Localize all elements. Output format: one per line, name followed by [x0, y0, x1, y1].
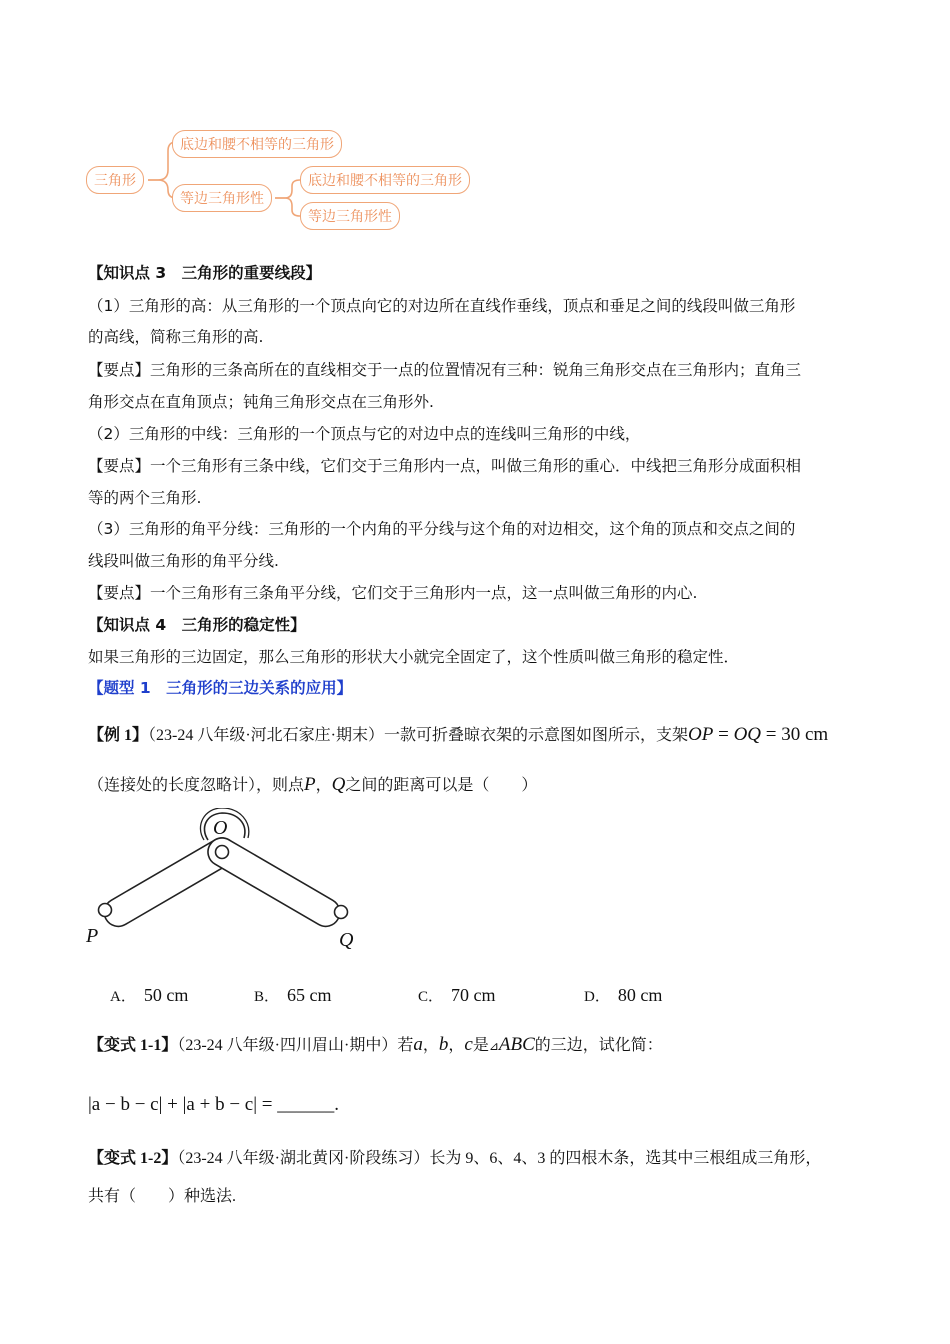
paragraph-line: 等的两个三角形. — [88, 489, 202, 507]
variant-1-1-line-1 — [88, 1032, 663, 1056]
example-1-line-2 — [88, 772, 537, 796]
variant-text: （23-24 八年级·四川眉山·期中）若 — [177, 1037, 414, 1054]
option-c[interactable]: C． 70 cm — [418, 985, 496, 1005]
question-type-heading: 【题型 1 三角形的三边关系的应用】 — [88, 679, 353, 697]
variant-1-2-line-2: 共有（ ）种选法. — [88, 1188, 237, 1205]
example-1-line-1 — [88, 722, 828, 746]
triangle-symbol: ⊿ — [488, 1039, 499, 1053]
paragraph-line: （2）三角形的中线：三角形的一个顶点与它的对边中点的连线叫三角形的中线， — [88, 425, 641, 443]
point-p: P — [304, 774, 316, 795]
section-heading: 【知识点 4 三角形的稳定性】 — [88, 616, 306, 634]
paragraph-line: （3）三角形的角平分线：三角形的一个内角的平分线与这个角的对边相交，这个角的顶点和交点之间的 — [88, 520, 796, 538]
triangle-abc: ABC — [498, 1034, 535, 1055]
section-heading: 【知识点 3 三角形的重要线段】 — [88, 264, 322, 282]
paragraph-line: 的高线，简称三角形的高. — [88, 328, 264, 346]
option-d[interactable]: D． 80 cm — [584, 985, 663, 1005]
mindmap-node: 等边三角形性 — [300, 202, 400, 230]
variant-text: （23-24 八年级·湖北黄冈·阶段练习）长为 9、6、4、3 的四根木条，选其中三根组成三角形， — [177, 1150, 822, 1167]
paragraph-line: 【要点】一个三角形有三条角平分线，它们交于三角形内一点，这一点叫做三角形的内心. — [88, 584, 698, 602]
paragraph-line: 【要点】三角形的三条高所在的直线相交于一点的位置情况有三种：锐角三角形交点在三角形内；直角三 — [88, 361, 802, 379]
variant-1-1-expression: |a − b − c| + |a + b − c| = ______. — [88, 1094, 339, 1115]
label-p: P — [86, 925, 99, 947]
paragraph-line: （1）三角形的高：从三角形的一个顶点向它的对边所在直线作垂线，顶点和垂足之间的线段叫做三角形 — [88, 297, 796, 315]
label-q: Q — [339, 929, 354, 951]
paragraph-line: 角形交点在直角顶点；钝角三角形交点在三角形外. — [88, 393, 434, 411]
mindmap-node: 底边和腰不相等的三角形 — [300, 166, 470, 194]
formula-op: OP — [688, 724, 714, 745]
variant-tag: 【变式 1-1】 — [88, 1037, 178, 1054]
separator: ， — [448, 1037, 465, 1054]
variant-text: 的三边，试化简： — [534, 1037, 663, 1054]
formula-eq: = — [713, 724, 734, 745]
paragraph-line: 【要点】一个三角形有三条中线，它们交于三角形内一点，叫做三角形的重心．中线把三角形分成面积相 — [88, 457, 802, 475]
var-b: b — [438, 1034, 449, 1055]
formula-value: = 30 cm — [761, 724, 829, 745]
example-text: （23-24 八年级·河北石家庄·期末）一款可折叠晾衣架的示意图如图所示，支架 — [148, 727, 689, 744]
separator: ， — [422, 1037, 439, 1054]
mindmap-node: 底边和腰不相等的三角形 — [172, 130, 342, 158]
var-c: c — [464, 1034, 473, 1055]
formula-oq: OQ — [733, 724, 762, 745]
paragraph-line: 如果三角形的三边固定，那么三角形的形状大小就完全固定了，这个性质叫做三角形的稳定性． — [88, 648, 740, 666]
example-text: 之间的距离可以是（ ） — [345, 777, 538, 794]
label-o: O — [213, 817, 228, 839]
point-q: Q — [331, 774, 346, 795]
hanger-figure — [80, 808, 380, 958]
example-tag: 【例 1】 — [88, 727, 149, 744]
separator: ， — [315, 777, 332, 794]
var-a: a — [413, 1034, 423, 1055]
example-text: （连接处的长度忽略计），则点 — [88, 777, 305, 794]
mindmap-node: 等边三角形性 — [172, 184, 272, 212]
variant-1-2-line-1 — [88, 1145, 821, 1168]
variant-text: 是 — [472, 1037, 489, 1054]
option-b[interactable]: B． 65 cm — [254, 985, 332, 1005]
paragraph-line: 线段叫做三角形的角平分线. — [88, 552, 279, 570]
option-a[interactable]: A． 50 cm — [110, 985, 189, 1005]
variant-tag: 【变式 1-2】 — [88, 1150, 178, 1167]
mindmap-root: 三角形 — [86, 166, 144, 194]
